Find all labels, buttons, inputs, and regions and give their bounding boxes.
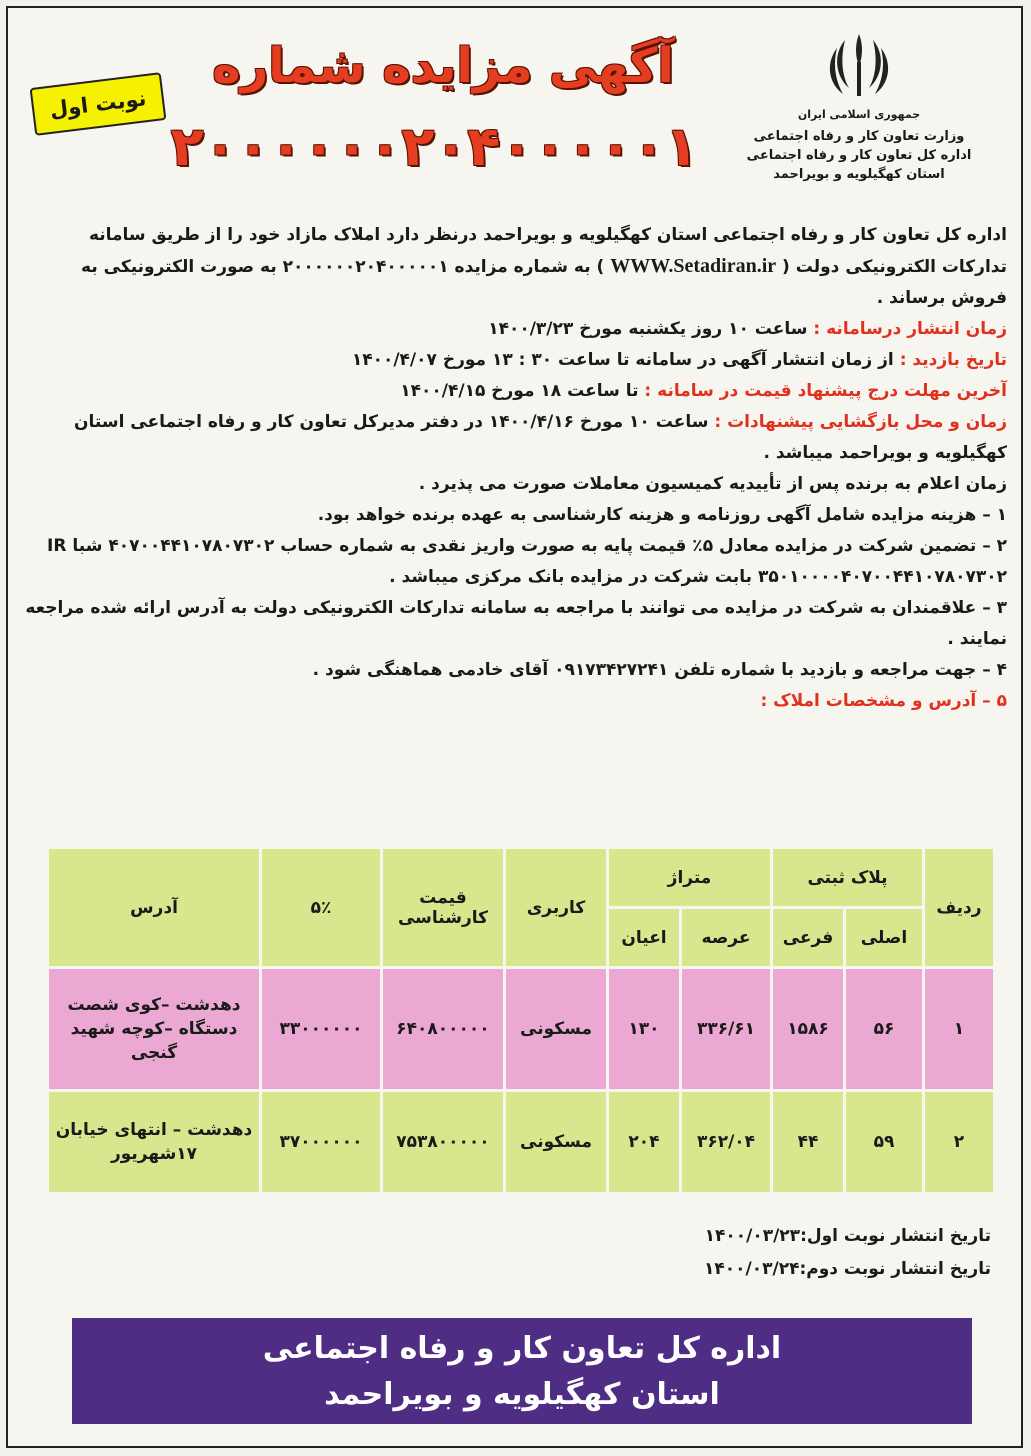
logo-caption: جمهوری اسلامی ایران bbox=[797, 108, 921, 121]
publication-date-second: تاریخ انتشار نوبت دوم:۱۴۰۰/۰۳/۲۴ bbox=[704, 1259, 991, 1279]
schedule-label: زمان انتشار درسامانه : bbox=[813, 319, 1007, 339]
publication-date-first: تاریخ انتشار نوبت اول:۱۴۰۰/۰۳/۲۳ bbox=[704, 1226, 991, 1246]
schedule-value: از زمان انتشار آگهی در سامانه تا ساعت ۳۰ : ۱۳ مورخ ۱۴۰۰/۴/۰۷ bbox=[351, 350, 894, 370]
website-link[interactable]: WWW.Setadiran.ir bbox=[610, 255, 777, 277]
ministry-line: استان کهگیلویه و بویراحمد bbox=[773, 167, 945, 182]
banner-line: استان کهگیلویه و بویراحمد bbox=[324, 1377, 720, 1412]
cell-price: ۶۴۰۸۰۰۰۰۰ bbox=[382, 968, 505, 1091]
header-area: متراژ bbox=[608, 848, 772, 908]
header-plate: پلاک ثبتی bbox=[772, 848, 924, 908]
header-plate-main: اصلی bbox=[845, 908, 924, 968]
schedule-opening bbox=[22, 407, 1007, 469]
schedule-value: ساعت ۱۰ مورخ ۱۴۰۰/۴/۱۶ در دفتر مدیرکل تعاون کار و رفاه اجتماعی استان کهگیلویه و بویراحمد میباشد . bbox=[74, 412, 1007, 463]
cell-address: دهدشت – انتهای خیابان ۱۷شهریور bbox=[48, 1091, 261, 1194]
cell-percent: ۳۳۰۰۰۰۰۰ bbox=[261, 968, 382, 1091]
ad-page bbox=[6, 6, 1023, 1448]
ad-body bbox=[22, 220, 1007, 717]
cell-area-building: ۲۰۴ bbox=[608, 1091, 681, 1194]
ad-title-block bbox=[170, 22, 698, 202]
condition-item: ۲ – تضمین شرکت در مزایده معادل ۵٪ قیمت پایه به صورت واریز نقدی به شماره حساب ۴۰۷۰۰۴۴۱۰۷۸۰۷۳۰۲ شبا IR ۳۵۰۱۰۰۰۰۴۰۷۰۰۴۴۱۰۷۸۰۷۳۰۲ بابت شرکت در مزایده بانک مرکزی میباشد . bbox=[47, 536, 1007, 587]
round-badge: نوبت اول bbox=[30, 72, 167, 136]
cell-area-land: ۳۳۶/۶۱ bbox=[681, 968, 772, 1091]
schedule-visit bbox=[22, 345, 1007, 376]
cell-area-land: ۳۶۲/۰۴ bbox=[681, 1091, 772, 1194]
schedule-label: زمان و محل بازگشایی پیشنهادات : bbox=[714, 412, 1007, 432]
intro-paragraph bbox=[22, 220, 1007, 314]
ministry-logo-block bbox=[719, 26, 999, 196]
cell-row: ۱ bbox=[924, 968, 995, 1091]
ad-title: آگهی مزایده شماره bbox=[212, 38, 674, 94]
condition-item: ۴ – جهت مراجعه و بازدید با شماره تلفن ۰۹۱۷۳۴۲۷۲۴۱ آقای خادمی هماهنگی شود . bbox=[312, 660, 1007, 680]
cell-plate-main: ۵۶ bbox=[845, 968, 924, 1091]
cell-percent: ۳۷۰۰۰۰۰۰ bbox=[261, 1091, 382, 1194]
banner-line: اداره کل تعاون کار و رفاه اجتماعی bbox=[262, 1331, 782, 1366]
footer-banner bbox=[72, 1318, 972, 1424]
schedule-label: تاریخ بازدید : bbox=[899, 350, 1007, 370]
cell-usage: مسکونی bbox=[505, 968, 608, 1091]
cell-plate-sub: ۱۵۸۶ bbox=[772, 968, 845, 1091]
table-row bbox=[48, 968, 995, 1091]
schedule-value: تا ساعت ۱۸ مورخ ۱۴۰۰/۴/۱۵ bbox=[400, 381, 639, 401]
header-area-building: اعیان bbox=[608, 908, 681, 968]
properties-section-title: ۵ – آدرس و مشخصات املاک : bbox=[760, 691, 1007, 711]
header-price: قیمت کارشناسی bbox=[382, 848, 505, 968]
intro-text-end: ) به شماره مزایده ۲۰۰۰۰۰۰۲۰۴۰۰۰۰۰۱ به صورت الکترونیکی به فروش برساند . bbox=[81, 257, 1007, 308]
properties-table bbox=[46, 846, 996, 1195]
ministry-name bbox=[719, 127, 999, 184]
publication-dates bbox=[704, 1220, 991, 1286]
cell-plate-main: ۵۹ bbox=[845, 1091, 924, 1194]
cell-usage: مسکونی bbox=[505, 1091, 608, 1194]
schedule-value: ساعت ۱۰ روز یکشنبه مورخ ۱۴۰۰/۳/۲۳ bbox=[488, 319, 808, 339]
iran-emblem-icon bbox=[819, 26, 899, 106]
cell-plate-sub: ۴۴ bbox=[772, 1091, 845, 1194]
cell-price: ۷۵۳۸۰۰۰۰۰ bbox=[382, 1091, 505, 1194]
header-area-land: عرصه bbox=[681, 908, 772, 968]
condition-item: ۳ – علاقمندان به شرکت در مزایده می توانند با مراجعه به سامانه تدارکات الکترونیکی دولت به آدرس ارائه شده مراجعه نمایند . bbox=[25, 598, 1007, 649]
schedule-label: آخرین مهلت درج پیشنهاد قیمت در سامانه : bbox=[644, 381, 1007, 401]
header-usage: کاربری bbox=[505, 848, 608, 968]
header-plate-sub: فرعی bbox=[772, 908, 845, 968]
cell-area-building: ۱۳۰ bbox=[608, 968, 681, 1091]
schedule-publish bbox=[22, 314, 1007, 345]
schedule-deadline bbox=[22, 376, 1007, 407]
header-row-number: ردیف bbox=[924, 848, 995, 968]
table-row bbox=[48, 1091, 995, 1194]
ministry-line: اداره کل تعاون کار و رفاه اجتماعی bbox=[746, 148, 972, 163]
cell-row: ۲ bbox=[924, 1091, 995, 1194]
winner-notice: زمان اعلام به برنده پس از تأییدیه کمیسیون معاملات صورت می پذیرد . bbox=[418, 474, 1007, 494]
auction-number: ۲۰۰۰۰۰۰۲۰۴۰۰۰۰۰۱ bbox=[170, 115, 698, 178]
intro-text: اداره کل تعاون کار و رفاه اجتماعی استان کهگیلویه و بویراحمد درنظر دارد املاک مازاد خود را از طریق سامانه تدارکات الکترونیکی دولت ( bbox=[88, 225, 1007, 277]
ministry-line: وزارت تعاون کار و رفاه اجتماعی bbox=[753, 129, 965, 144]
header-percent: ۵٪ bbox=[261, 848, 382, 968]
header-address: آدرس bbox=[48, 848, 261, 968]
cell-address: دهدشت –کوی شصت دستگاه –کوچه شهید گنجی bbox=[48, 968, 261, 1091]
condition-item: ۱ – هزینه مزایده شامل آگهی روزنامه و هزینه کارشناسی به عهده برنده خواهد بود. bbox=[317, 505, 1007, 525]
